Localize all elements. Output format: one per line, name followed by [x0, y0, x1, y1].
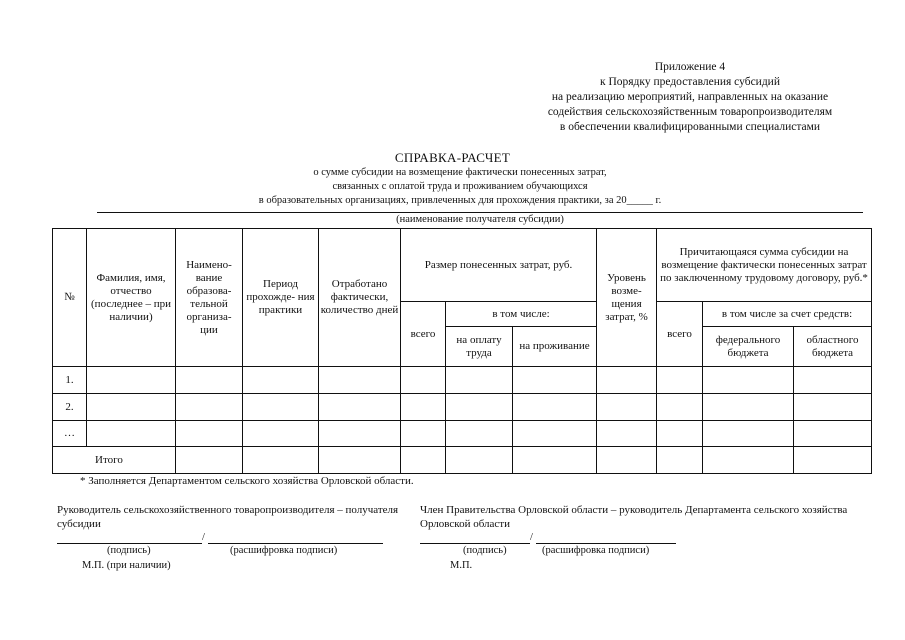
header-period: Период прохожде- ния практики: [243, 229, 319, 367]
left-decoding-caption: (расшифровка подписи): [230, 545, 338, 556]
header-subsidy-group: Причитающаяся сумма субсидии на возмещение фактически понесенных затрат по заключенному трудовому договору, руб.*: [657, 229, 872, 302]
footnote: * Заполняется Департаментом сельского хозяйства Орловской области.: [80, 475, 414, 487]
subtitle-line: о сумме субсидии на возмещение фактически понесенных затрат,: [313, 167, 607, 178]
document-subtitle: [180, 166, 740, 208]
row-num: 2.: [53, 394, 87, 421]
header-federal: федерального бюджета: [703, 327, 794, 367]
appendix-line: на реализацию мероприятий, направленных на оказание: [551, 91, 829, 103]
header-regional: областного бюджета: [794, 327, 872, 367]
calculation-table: [52, 228, 872, 474]
header-costs-salary: на оплату труда: [446, 327, 513, 367]
table-row: [53, 421, 872, 447]
header-num: №: [53, 229, 87, 367]
right-decoding-caption: (расшифровка подписи): [542, 545, 650, 556]
header-subsidy-total: всего: [657, 302, 703, 367]
header-days: Отработано фактически, количество дней: [319, 229, 401, 367]
table-row: [53, 394, 872, 421]
table-row: [53, 367, 872, 394]
recipient-line: [97, 212, 863, 213]
header-org: Наимено- вание образова- тельной организа- ции: [176, 229, 243, 367]
right-stamp: М.П.: [450, 560, 473, 571]
header-costs-incl: в том числе:: [446, 302, 597, 327]
left-signature-line: [57, 543, 202, 544]
appendix-line: содействия сельскохозяйственным товаропроизводителям: [547, 106, 833, 118]
header-costs-housing: на проживание: [513, 327, 597, 367]
subtitle-line: связанных с оплатой труда и проживанием обучающихся: [332, 181, 588, 192]
header-name: Фамилия, имя, отчество (последнее – при наличии): [87, 229, 176, 367]
header-costs-group: Размер понесенных затрат, руб.: [401, 229, 597, 302]
appendix-line: Приложение 4: [654, 61, 726, 73]
left-signer-title: Руководитель сельскохозяйственного товаропроизводителя – получателя субсидии: [57, 504, 399, 530]
total-label: [53, 447, 176, 474]
appendix-header: [480, 60, 900, 135]
total-row: [53, 447, 872, 474]
appendix-line: в обеспечении квалифицированными специалистами: [559, 121, 821, 133]
header-costs-total: всего: [401, 302, 446, 367]
row-num: 1.: [53, 367, 87, 394]
right-signature-caption: (подпись): [463, 545, 507, 556]
right-decoding-line: [536, 543, 676, 544]
total-label-text: Итого: [95, 453, 123, 466]
slash-separator: /: [202, 532, 205, 543]
row-num: …: [53, 421, 87, 447]
header-level: Уровень возме- щения затрат, %: [597, 229, 657, 367]
left-decoding-line: [208, 543, 383, 544]
recipient-caption: (наименование получателя субсидии): [396, 214, 564, 225]
document-title: СПРАВКА-РАСЧЕТ: [394, 150, 511, 165]
left-stamp: М.П. (при наличии): [82, 560, 171, 571]
left-signature-caption: (подпись): [107, 545, 151, 556]
slash-separator: /: [530, 532, 533, 543]
header-subsidy-incl: в том числе за счет средств:: [703, 302, 872, 327]
right-signer-title: Член Правительства Орловской области – руководитель Департамента сельского хозяйства Орловской области: [420, 504, 848, 530]
subtitle-line: в образовательных организациях, привлеченных для прохождения практики, за 20_____ г.: [258, 195, 662, 206]
appendix-line: к Порядку предоставления субсидий: [600, 76, 780, 88]
right-signature-line: [420, 543, 530, 544]
